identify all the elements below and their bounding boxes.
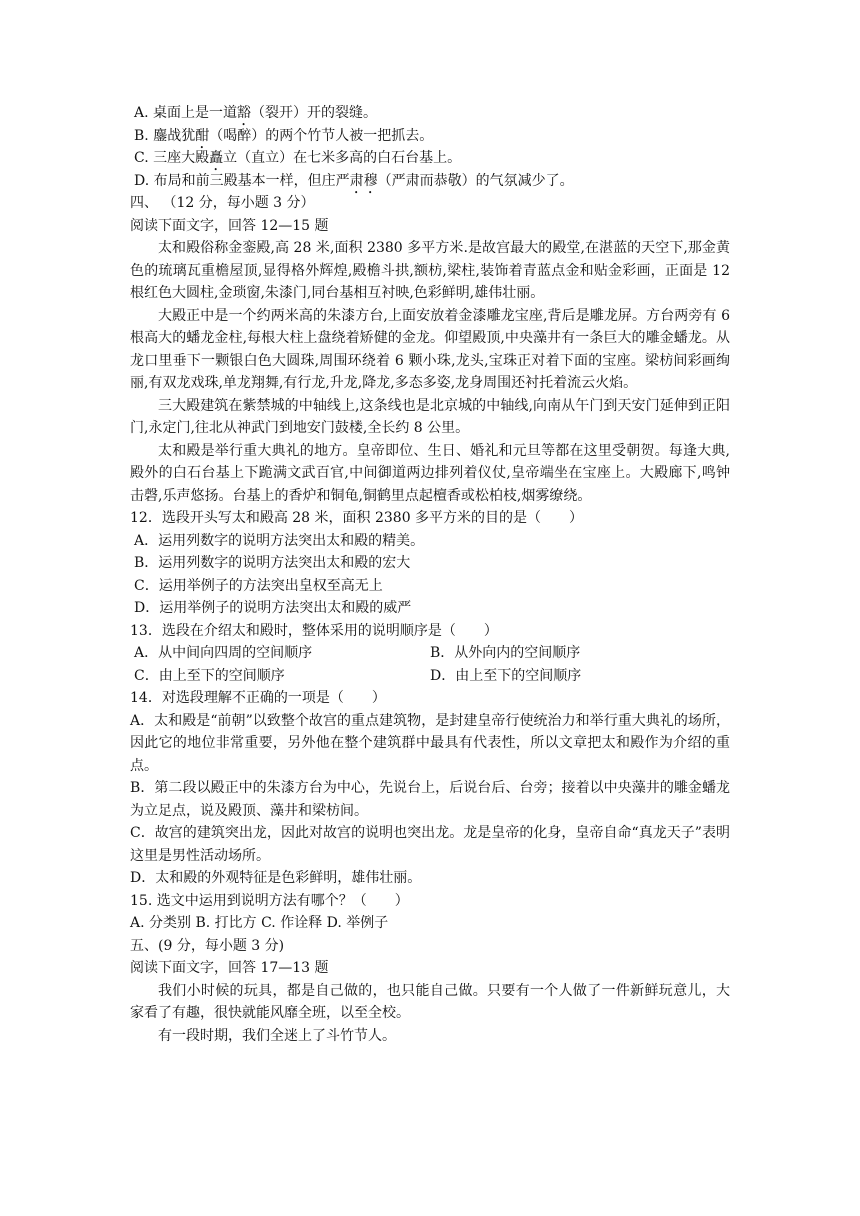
- dotted-char: 豁: [237, 105, 252, 121]
- q13-option-a: A．从中间向四周的空间顺序: [134, 645, 313, 661]
- q15-stem: 15. 选文中运用到说明方法有哪个？（ ）: [130, 892, 409, 909]
- option-text: C. 三座大殿: [134, 150, 210, 166]
- q11-option-c: [130, 147, 730, 170]
- document-content: [130, 102, 730, 1047]
- q12-option-b: B．运用列数字的说明方法突出太和殿的宏大: [134, 555, 411, 571]
- q12-option-d: D．运用举例子的说明方法突出太和殿的威严: [134, 600, 412, 616]
- q12-stem: 12．选段开头写太和殿高 28 米，面积 2380 多平方米的目的是（ ）: [130, 510, 584, 526]
- section-5-paragraph-2: [130, 1025, 730, 1048]
- paragraph-text: 大殿正中是一个约两米高的朱漆方台,上面安放着金漆雕龙宝座,背后是雕龙屏。方台两旁有 6 根高大的蟠龙金柱,每根大柱上盘绕着矫健的金龙。仰望殿顶,中央藻井有一条巨大的雕金蟠龙。从龙口里垂下一颗银白色大圆珠,周围环绕着 6 颗小珠,龙头,宝珠正对着下面的宝座。梁枋间彩画绚丽,有双龙戏珠,单龙翔舞,有行龙,升龙,降龙,多态多姿,龙身周围还衬托着流云火焰。: [130, 307, 730, 391]
- section-5-paragraph-1: [130, 980, 730, 1025]
- paragraph-text: 有一段时期，我们全迷上了斗竹节人。: [158, 1027, 396, 1044]
- q13-option-d: D．由上至下的空间顺序: [430, 667, 582, 684]
- section-4-heading: 四、 （12 分，每小题 3 分）: [130, 195, 315, 211]
- q11-option-d: [130, 170, 730, 193]
- q11-option-b: [130, 125, 730, 148]
- option-text: D. 布局和前三殿基本一样，但庄严: [134, 172, 350, 189]
- q14-option-d: D．太和殿的外观特征是色彩鲜明，雄伟壮丽。: [130, 870, 422, 886]
- dotted-char: 酣: [195, 127, 210, 144]
- paragraph-text: 三大殿建筑在紫禁城的中轴线上,这条线也是北京城的中轴线,向南从午门到天安门延伸到正阳门,永定门,往北从神武门到地安门鼓楼,全长约 8 公里。: [130, 397, 730, 436]
- option-text: A. 桌面上是一道: [134, 105, 238, 121]
- option-text: （裂开）开的裂缝。: [251, 105, 378, 121]
- q11-option-a: [130, 102, 730, 125]
- q13-options-row-1: [130, 642, 730, 665]
- q14-option-c: C．故宫的建筑突出龙，因此对故宫的说明也突出龙。龙是皇帝的化身，皇帝自命“真龙天子”表明这里是男性活动场所。: [130, 825, 730, 864]
- q14-option-a: A．太和殿是“前朝”以致整个故宫的重点建筑物，是封建皇帝行使统治力和举行重大典礼的场所，因此它的地位非常重要，另外他在整个建筑群中最具有代表性，所以文章把太和殿作为介绍的重点。: [130, 712, 730, 774]
- q14-stem: 14．对选段理解不正确的一项是（ ）: [130, 690, 386, 706]
- option-text: B. 鏖战犹: [134, 127, 196, 144]
- q12-option-c: C．运用举例子的方法突出皇权至高无上: [134, 577, 383, 594]
- q13-stem: 13．选段在介绍太和殿时，整体采用的说明顺序是（ ）: [130, 622, 498, 639]
- dotted-char: 矗: [209, 150, 224, 166]
- q13-option-b: B．从外向内的空间顺序: [430, 645, 581, 661]
- section-4-instruction: 阅读下面文字，回答 12—15 题: [130, 217, 329, 234]
- passage-paragraph-3: [130, 395, 730, 440]
- passage-paragraph-1: [130, 237, 730, 305]
- passage-paragraph-4: [130, 440, 730, 508]
- option-text: （严肃而恭敬）的气氛减少了。: [377, 172, 574, 189]
- q15-options: A. 分类别 B. 打比方 C. 作诠释 D. 举例子: [130, 915, 389, 931]
- option-text: 立（直立）在七米多高的白石台基上。: [223, 150, 462, 166]
- paragraph-text: 我们小时候的玩具，都是自己做的，也只能自己做。只要有一个人做了一件新鲜玩意儿，大家看了有趣，很快就能风靡全班，以至全校。: [130, 982, 730, 1021]
- dotted-char: 肃穆: [349, 172, 378, 189]
- q14-option-b: B．第二段以殿正中的朱漆方台为中心，先说台上，后说台后、台旁；接着以中央藻井的雕金蟠龙为立足点，说及殿顶、藻井和梁枋间。: [130, 780, 730, 819]
- passage-paragraph-2: [130, 305, 730, 395]
- paragraph-text: 太和殿俗称金銮殿,高 28 米,面积 2380 多平方米.是故宫最大的殿堂,在湛蓝的天空下,那金黄色的琉璃瓦重檐屋顶,显得格外辉煌,殿檐斗拱,额枋,梁柱,装饰着青蓝点金和贴金彩画，正面是 12 根红色大圆柱,金琐窗,朱漆门,同台基相互衬映,色彩鲜明,雄伟壮丽。: [130, 240, 730, 301]
- paragraph-text: 太和殿是举行重大典礼的地方。皇帝即位、生日、婚礼和元旦等都在这里受朝贺。每逢大典,殿外的白石台基上下跪满文武百官,中间御道两边排列着仪仗,皇帝端坐在宝座上。大殿廊下,鸣钟击磬,乐声悠扬。台基上的香炉和铜龟,铜鹤里点起檀香或松柏枝,烟雾缭绕。: [130, 442, 730, 504]
- option-text: （喝醉）的两个竹节人被一把抓去。: [209, 127, 434, 144]
- q12-option-a: A．运用列数字的说明方法突出太和殿的精美。: [134, 532, 425, 549]
- section-5-heading: 五、(9 分，每小题 3 分): [130, 937, 285, 954]
- q13-option-c: C．由上至下的空间顺序: [134, 667, 285, 684]
- q13-options-row-2: [130, 665, 730, 688]
- section-5-instruction: 阅读下面文字，回答 17—13 题: [130, 960, 329, 976]
